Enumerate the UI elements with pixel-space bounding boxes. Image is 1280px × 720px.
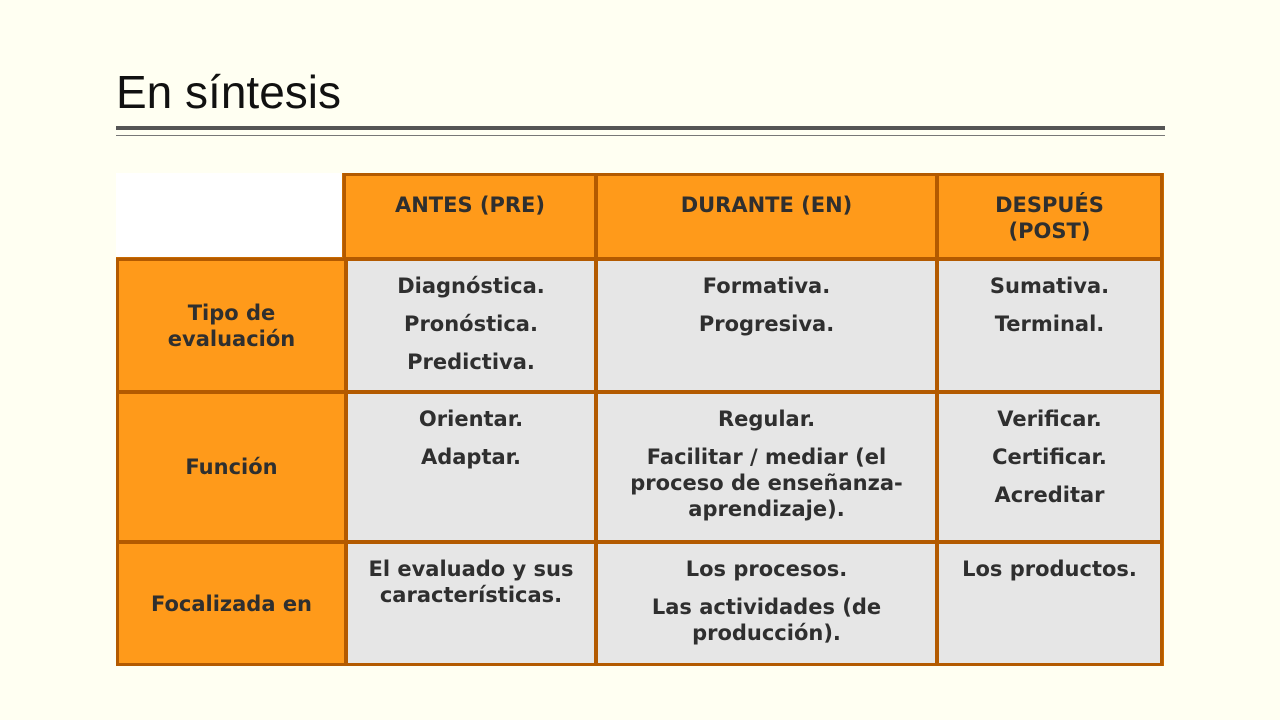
cell-line: Los procesos.: [685, 557, 848, 581]
table-cell: [595, 391, 938, 543]
cell-line: proceso de enseñanza-: [630, 471, 903, 495]
column-header-despues: [936, 173, 1163, 260]
column-header-line: DURANTE (EN): [680, 193, 853, 217]
cell-line: Pronóstica.: [404, 312, 538, 336]
table-corner-blank: [116, 173, 342, 257]
table-cell: [595, 258, 938, 393]
cell-line: Formativa.: [702, 274, 831, 298]
table-cell: [345, 541, 597, 666]
cell-line: Predictiva.: [407, 350, 535, 374]
column-header-durante: [595, 173, 938, 260]
cell-line: aprendizaje).: [688, 497, 845, 521]
cell-line: Regular.: [717, 407, 816, 431]
summary-table: [116, 173, 1164, 666]
column-header-line: DESPUÉS: [995, 193, 1104, 217]
cell-line: Verificar.: [997, 407, 1102, 431]
cell-line: Progresiva.: [698, 312, 835, 336]
table-cell: [936, 258, 1163, 393]
table-cell: [936, 391, 1163, 543]
cell-line: producción).: [692, 621, 841, 645]
cell-line: Los productos.: [962, 557, 1137, 581]
column-header-antes: [343, 173, 597, 260]
table-cell: [595, 541, 938, 666]
row-header-line: evaluación: [167, 326, 296, 351]
row-header-line: Focalizada en: [150, 591, 313, 616]
cell-line: Orientar.: [418, 407, 524, 431]
cell-line: Facilitar / mediar (el: [646, 445, 887, 469]
title-underline-thick: [116, 126, 1165, 130]
cell-line: El evaluado y sus: [368, 557, 574, 581]
table-cell: [345, 391, 597, 543]
cell-line: Certificar.: [992, 445, 1107, 469]
cell-line: Adaptar.: [420, 445, 522, 469]
column-header-line: ANTES (PRE): [394, 193, 546, 217]
row-header-funcion: [116, 391, 347, 543]
row-header-line: Tipo de: [187, 300, 276, 325]
column-header-line: (POST): [1008, 219, 1091, 243]
cell-line: Sumativa.: [989, 274, 1110, 298]
cell-line: Terminal.: [994, 312, 1105, 336]
cell-line: características.: [379, 583, 563, 607]
table-cell: [345, 258, 597, 393]
row-header-focalizada-en: [116, 541, 347, 666]
cell-line: Acreditar: [994, 483, 1105, 507]
title-underline-thin: [116, 135, 1165, 136]
slide-title: En síntesis: [116, 66, 341, 118]
cell-line: Las actividades (de: [651, 595, 882, 619]
cell-line: Diagnóstica.: [397, 274, 545, 298]
row-header-line: Función: [185, 455, 278, 479]
table-cell: [936, 541, 1163, 666]
row-header-tipo-de-evaluacion: [116, 258, 347, 393]
